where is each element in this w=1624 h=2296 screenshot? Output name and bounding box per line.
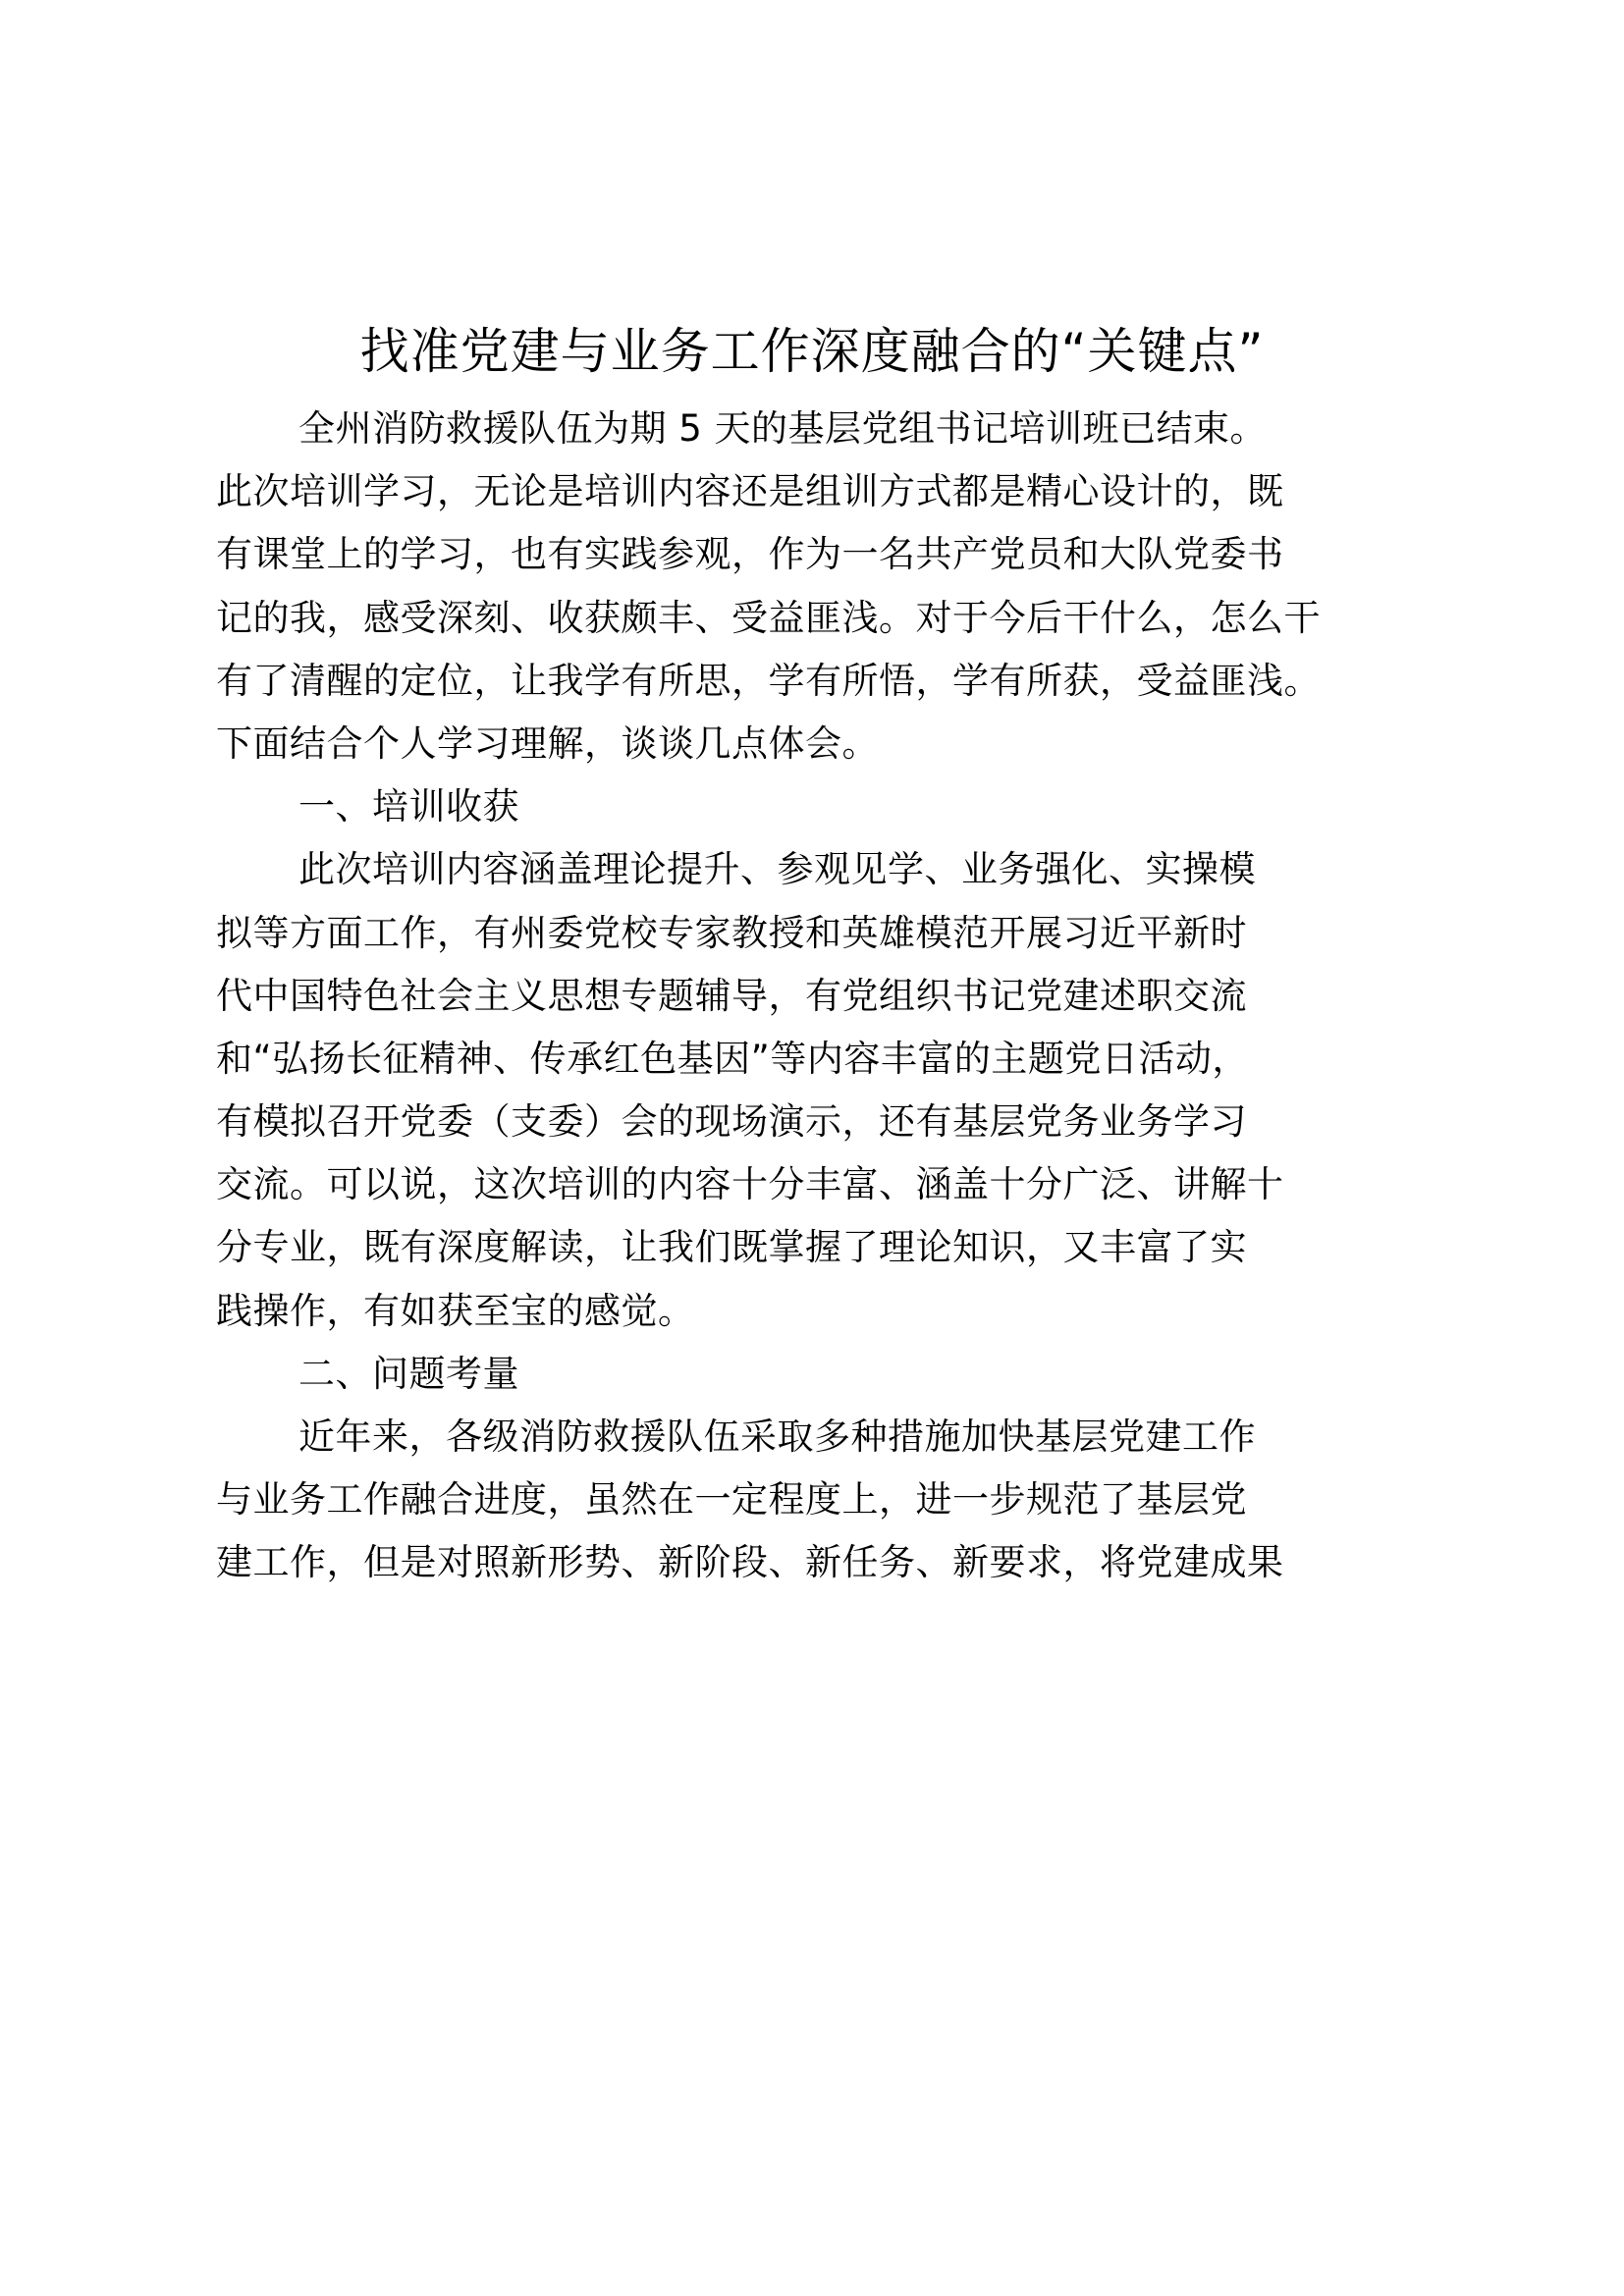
- paragraph-line: 此次培训学习，无论是培训内容还是组训方式都是精心设计的，既: [216, 470, 1284, 513]
- section-heading-training-gains: 一、培训收获: [298, 785, 519, 828]
- paragraph-line: 有模拟召开党委（支委）会的现场演示，还有基层党务业务学习: [216, 1100, 1247, 1144]
- paragraph-line: 此次培训内容涵盖理论提升、参观见学、业务强化、实操模: [298, 848, 1256, 891]
- paragraph-line: 有了清醒的定位，让我学有所思，学有所悟，学有所获，受益匪浅。: [216, 659, 1321, 702]
- paragraph-line: 拟等方面工作，有州委党校专家教授和英雄模范开展习近平新时: [216, 911, 1247, 954]
- section-heading-problem-consideration: 二、问题考量: [298, 1352, 519, 1395]
- document-title: 找准党建与业务工作深度融合的“关键点”: [359, 323, 1265, 380]
- paragraph-line: 交流。可以说，这次培训的内容十分丰富、涵盖十分广泛、讲解十: [216, 1163, 1284, 1206]
- paragraph-line: 近年来，各级消防救援队伍采取多种措施加快基层党建工作: [298, 1415, 1256, 1458]
- paragraph-line: 建工作，但是对照新形势、新阶段、新任务、新要求，将党建成果: [216, 1541, 1284, 1584]
- paragraph-line: 有课堂上的学习，也有实践参观，作为一名共产党员和大队党委书: [216, 533, 1284, 576]
- paragraph-line: 代中国特色社会主义思想专题辅导，有党组织书记党建述职交流: [216, 974, 1247, 1017]
- paragraph-line: 和“弘扬长征精神、传承红色基因”等内容丰富的主题党日活动，: [216, 1037, 1249, 1080]
- paragraph-line: 与业务工作融合进度，虽然在一定程度上，进一步规范了基层党: [216, 1478, 1247, 1522]
- paragraph-line: 践操作，有如获至宝的感觉。: [216, 1289, 695, 1332]
- paragraph-line: 记的我，感受深刻、收获颇丰、受益匪浅。对于今后干什么，怎么干: [216, 596, 1321, 639]
- paragraph-line: 全州消防救援队伍为期 5 天的基层党组书记培训班已结束。: [298, 407, 1268, 450]
- document-body: [216, 398, 1453, 1595]
- paragraph-line: 下面结合个人学习理解，谈谈几点体会。: [216, 721, 879, 765]
- paragraph-line: 分专业，既有深度解读，让我们既掌握了理论知识，又丰富了实: [216, 1226, 1247, 1269]
